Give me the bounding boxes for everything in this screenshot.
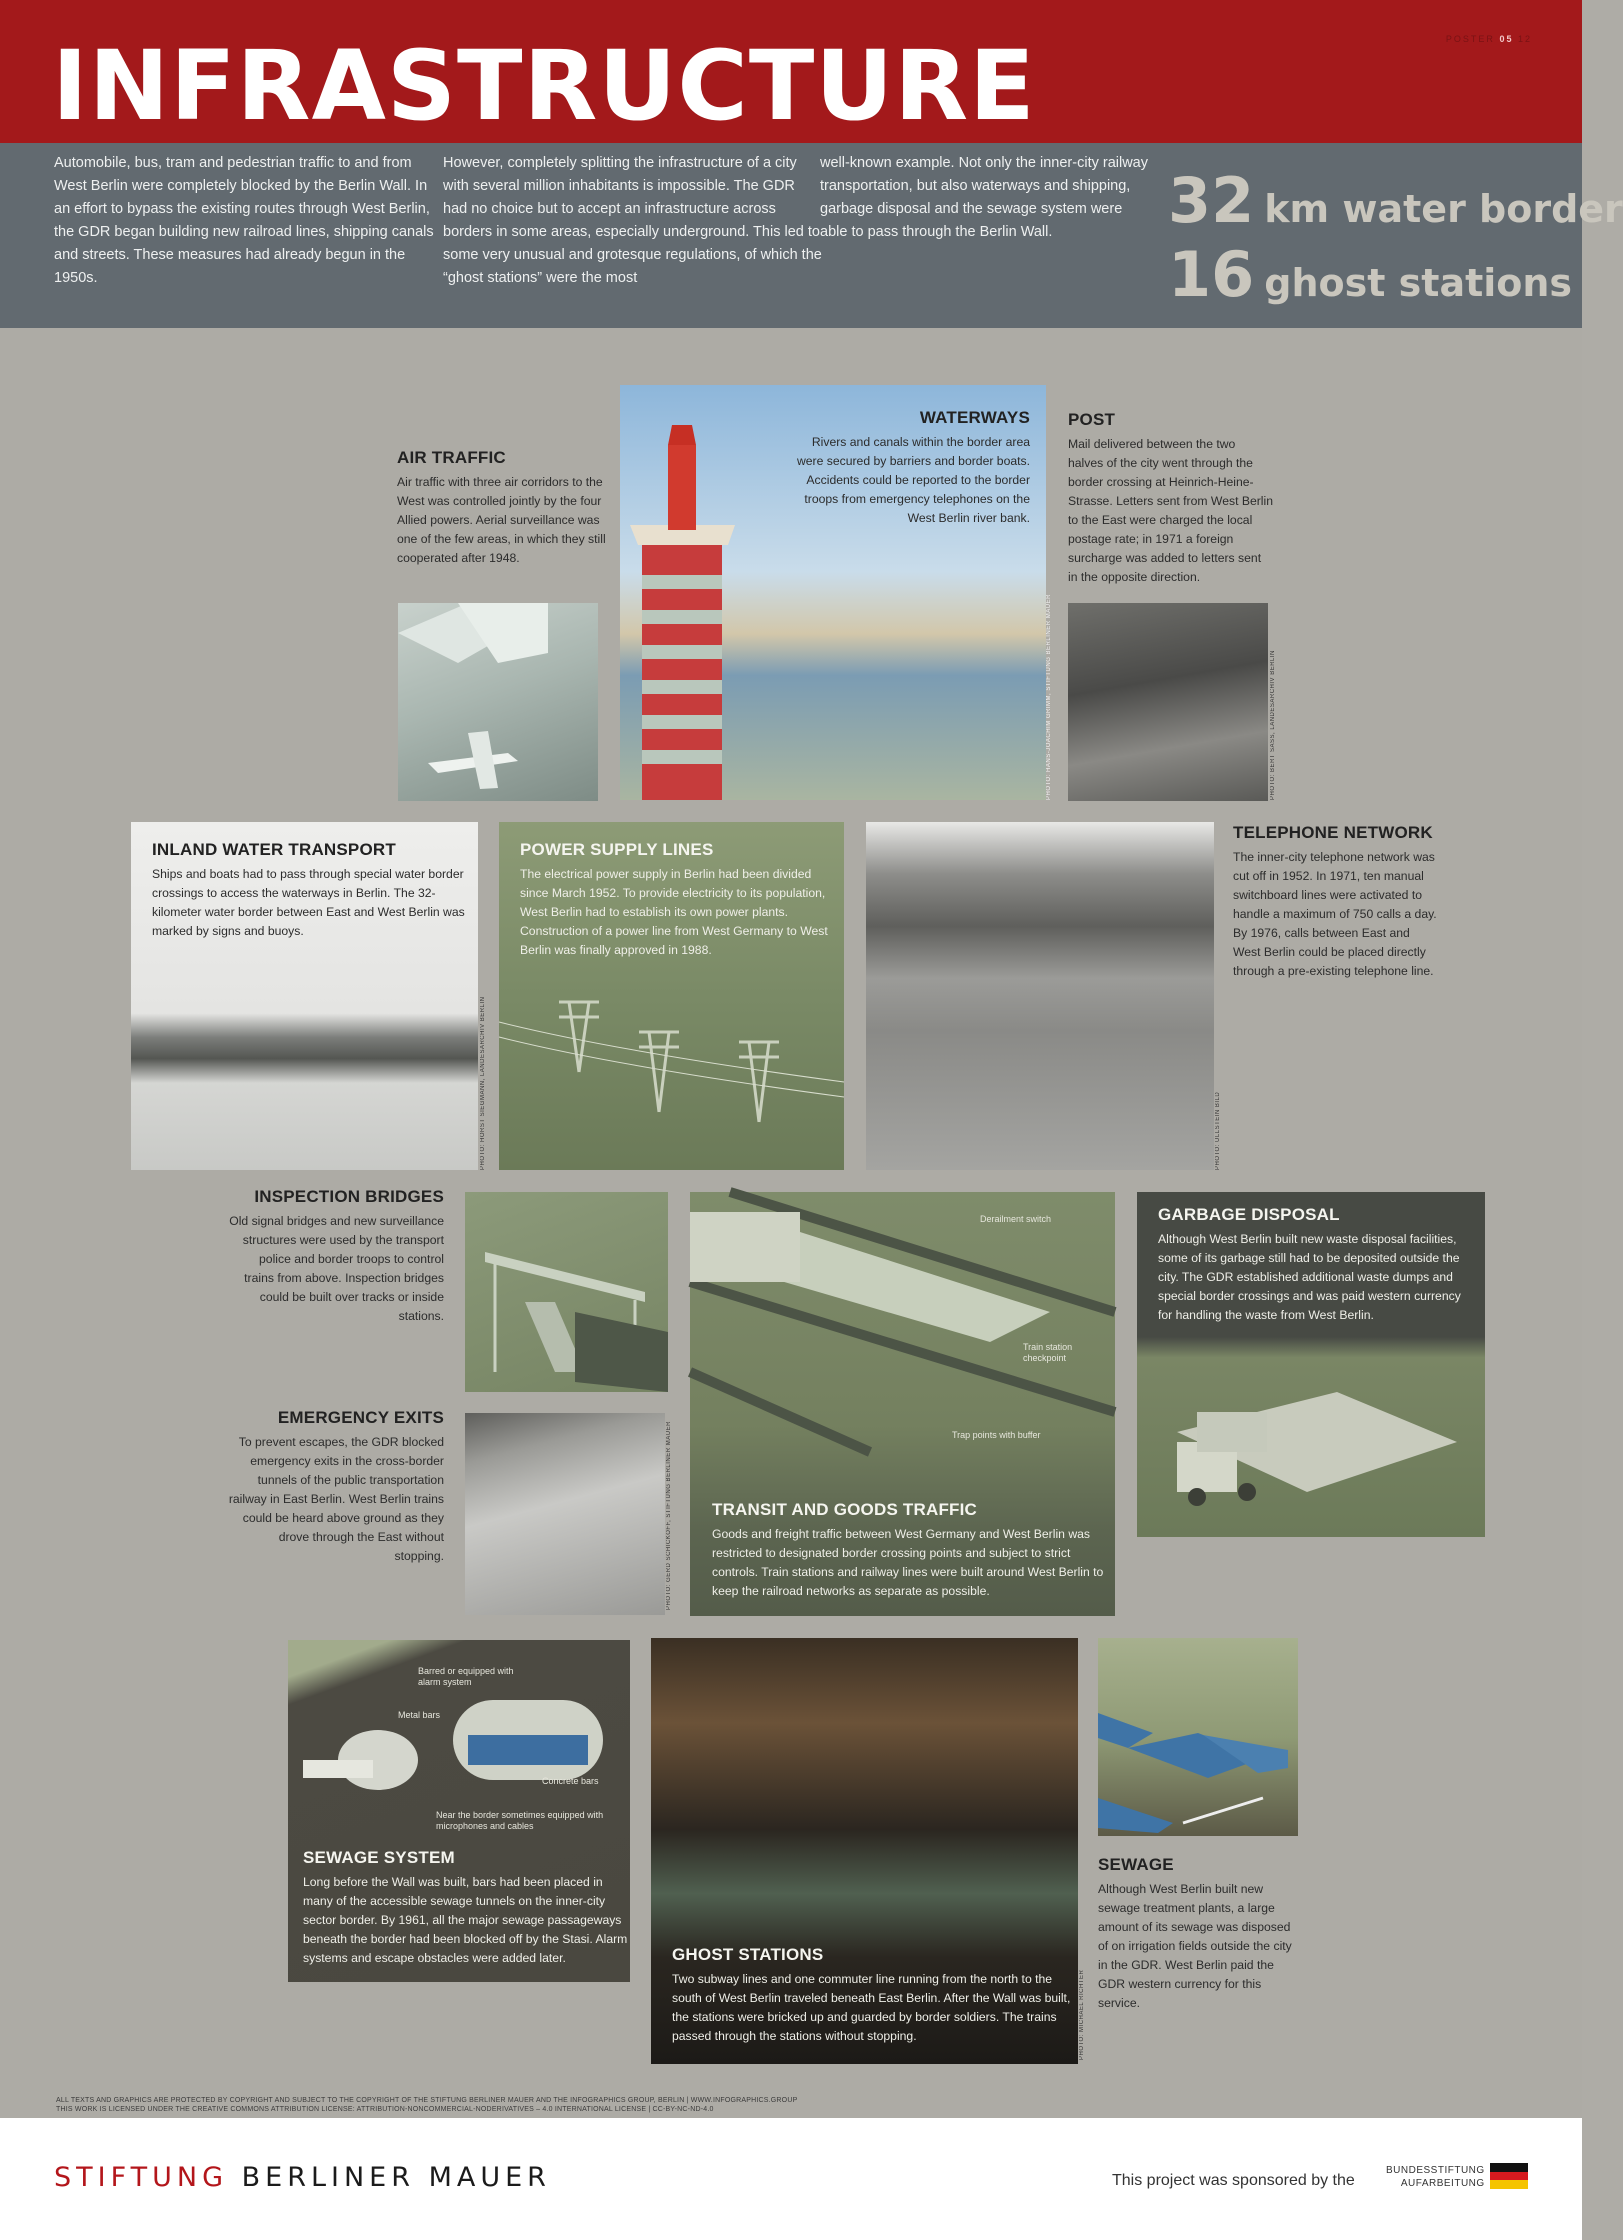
section-transit (712, 1500, 1112, 1601)
section-body: Long before the Wall was built, bars had been placed in many of the accessible sewage tunnels on the inner-city sector border. By 1961, all the major sewage passageways beneath the border had been blocked off by the Stasi. Alarm systems and escape obstacles were added later. (303, 1875, 628, 1965)
callout-trap-points: Trap points with buffer (952, 1430, 1041, 1440)
section-emergency-exits (226, 1408, 444, 1566)
photo-credit: PHOTO: MICHAEL RICHTER (1079, 1969, 1085, 2060)
section-body: Although West Berlin built new waste disposal facilities, some of its garbage still had to be deposited outside the city. The GDR established additional waste dumps and special border crossings and was paid western currency for handling the waste from West Berlin. (1158, 1232, 1461, 1322)
sponsor-text: This project was sponsored by the (1112, 2172, 1355, 2189)
section-body: The electrical power supply in Berlin had been divided since March 1952. To provide electricity to its population, West Berlin had to establish its own power plants. Construction of a power line from West Germany to West Berlin was finally approved in 1988. (520, 867, 828, 957)
poster-label: POSTER (1445, 34, 1495, 44)
section-title: POWER SUPPLY LINES (520, 840, 714, 859)
stat-number: 16 (1168, 238, 1255, 311)
section-waterways (790, 408, 1030, 528)
telephone-photo (866, 822, 1214, 1170)
section-body: Although West Berlin built new sewage treatment plants, a large amount of its sewage was disposed of on irrigation fields outside the city in the GDR. West Berlin paid the GDR western currency for this service. (1098, 1882, 1292, 2010)
irrigation-field-icon (1098, 1638, 1298, 1836)
section-ghost-stations (672, 1945, 1072, 2046)
poster-number-total: 12 (1517, 34, 1532, 44)
logo-words-berliner-mauer: BERLINER MAUER (241, 2162, 551, 2193)
section-sewage (1098, 1855, 1303, 2013)
intro-column-2: However, completely splitting the infrastructure of a city with several million inhabitants is impossible. The GDR had no choice but to accept an infrastructure across borders in some areas, especially underground. This led to some very unusual and grotesque regulations, of which the “ghost stations” were the most (443, 155, 822, 286)
logo-word-stiftung: STIFTUNG (54, 2162, 229, 2193)
stat-water-border (1168, 164, 1623, 246)
sewage-irrigation-illustration (1098, 1638, 1298, 1836)
section-title: INLAND WATER TRANSPORT (152, 840, 396, 859)
stat-ghost-stations (1168, 238, 1623, 320)
photo-credit: PHOTO: ULLSTEIN BILD (1215, 1091, 1221, 1170)
photo-credit: PHOTO: BERT SASS, LANDESARCHIV BERLIN (1270, 650, 1276, 800)
sponsor-name-line: AUFARBEITUNG (1400, 2178, 1485, 2189)
section-post (1068, 410, 1273, 587)
section-body: Old signal bridges and new surveillance structures were used by the transport police and border troops to control trains from above. Inspection bridges could be built over tracks or inside stations. (229, 1214, 444, 1323)
poster-number (1446, 34, 1532, 44)
stat-label: km water border (1264, 187, 1623, 231)
section-body: To prevent escapes, the GDR blocked emergency exits in the cross-border tunnels of the public transportation railway in East Berlin. West Berlin trains could be heard above ground as they drove through the East without stopping. (228, 1435, 444, 1563)
section-body: The inner-city telephone network was cut off in 1952. In 1971, ten manual switchboard lines were activated to handle a maximum of 750 calls a day. By 1976, calls between East and West Berlin could be placed directly through a pre-existing telephone line. (1233, 850, 1437, 978)
section-title: POST (1068, 410, 1116, 429)
bridge-icon (465, 1192, 668, 1392)
callout-metal-bars: Metal bars (398, 1710, 441, 1720)
section-title: TRANSIT AND GOODS TRAFFIC (712, 1500, 978, 1519)
stat-label: ghost stations (1264, 261, 1573, 305)
key-stats (1168, 164, 1623, 320)
section-air-traffic (397, 448, 607, 568)
poster-number-current: 05 (1499, 34, 1514, 44)
german-flag-icon (1490, 2163, 1528, 2189)
section-inspection-bridges (226, 1187, 444, 1326)
post-photo (1068, 603, 1268, 801)
license-line: THIS WORK IS LICENSED UNDER THE CREATIVE COMMONS ATTRIBUTION LICENSE: ATTRIBUTION-NONCOMMERCIAL-NODERIVATIVES – 4.0 INTERNATIONAL LICENSE | CC-BY-NC-ND-4.0 (56, 2106, 714, 2113)
section-body: Air traffic with three air corridors to the West was controlled jointly by the four Allied powers. Aerial surveillance was one of the few areas, in which they still cooperated after 1948. (397, 475, 606, 565)
copyright-notice (56, 2096, 797, 2114)
photo-credit: PHOTO: GERD SCHICKOFF, STIFTUNG BERLINER MAUER (666, 1421, 672, 1610)
callout-train-station-checkpoint: Train station checkpoint (1023, 1342, 1073, 1363)
section-title: INSPECTION BRIDGES (254, 1187, 444, 1206)
section-title: SEWAGE (1098, 1855, 1174, 1874)
sponsor-name (1386, 2164, 1485, 2190)
section-title: AIR TRAFFIC (397, 448, 506, 467)
emergency-exit-photo (465, 1413, 665, 1615)
callout-derailment-switch: Derailment switch (980, 1214, 1052, 1224)
page-title: INFRASTRUCTURE (52, 30, 1036, 142)
copyright-line: ALL TEXTS AND GRAPHICS ARE PROTECTED BY COPYRIGHT AND SUBJECT TO THE COPYRIGHT OF THE STIFTUNG BERLINER MAUER AND THE INFOGRAPHICS GROUP, BERLIN | WWW.INFOGRAPHICS.GROUP (56, 2097, 798, 2104)
section-garbage (1158, 1205, 1478, 1325)
sponsor-name-line: BUNDESSTIFTUNG (1386, 2165, 1485, 2176)
section-sewage-system (303, 1848, 628, 1968)
callout-alarm-system: Barred or equipped with alarm system (418, 1666, 514, 1687)
section-body: Mail delivered between the two halves of the city went through the border crossing at Heinrich-Heine-Strasse. Letters sent from West Berlin to the East were charged the local postage rate; in 1971 a foreign surcharge was added to letters sent in the opposite direction. (1068, 437, 1274, 584)
intro-column-1: Automobile, bus, tram and pedestrian traffic to and from West Berlin were completely blocked by the Berlin Wall. In an effort to bypass the existing routes through West Berlin, the GDR began building new railroad lines, shipping canals and streets. These measures had already begun in the 1950s. (54, 155, 434, 286)
intro-column-3: well-known example. Not only the inner-city railway transportation, but also waterways and shipping, garbage disposal and the sewage system were able to pass through the Berlin Wall. (820, 155, 1148, 240)
stat-number: 32 (1168, 164, 1255, 237)
section-body: Ships and boats had to pass through special water border crossings to access the waterways in Berlin. The 32-kilometer water border between East and West Berlin was marked by signs and buoys. (152, 867, 465, 938)
section-title: GARBAGE DISPOSAL (1158, 1205, 1340, 1224)
section-title: GHOST STATIONS (672, 1945, 824, 1964)
photo-credit: PHOTO: HORST SIEGMANN, LANDESARCHIV BERLIN (480, 996, 486, 1170)
callout-microphones: Near the border sometimes equipped with microphones and cables (436, 1810, 604, 1831)
stiftung-logo (54, 2162, 551, 2193)
photo-credit: PHOTO: HANS-JOACHIM GRIMM, STIFTUNG BERLINER MAUER (1046, 594, 1052, 800)
airplane-icon (398, 603, 598, 801)
section-telephone (1233, 823, 1438, 981)
section-title: WATERWAYS (919, 408, 1030, 427)
air-traffic-image (398, 603, 598, 801)
section-title: TELEPHONE NETWORK (1233, 823, 1433, 842)
section-power-supply (520, 840, 840, 960)
section-title: EMERGENCY EXITS (277, 1408, 444, 1427)
callout-concrete-bars: Concrete bars (542, 1776, 599, 1786)
section-body: Two subway lines and one commuter line running from the north to the south of West Berlin traveled beneath East Berlin. After the Wall was built, the stations were bricked up and guarded by border soldiers. The trains passed through the stations without stopping. (672, 1972, 1071, 2043)
section-inland-water (152, 840, 472, 941)
section-body: Goods and freight traffic between West Germany and West Berlin was restricted to designated border crossing points and subject to strict controls. Train stations and railway lines were built around West Berlin to keep the railroad networks as separate as possible. (712, 1527, 1104, 1598)
section-title: SEWAGE SYSTEM (303, 1848, 455, 1867)
inspection-bridge-illustration (465, 1192, 668, 1392)
section-body: Rivers and canals within the border area were secured by barriers and border boats. Accidents could be reported to the border troops from emergency telephones on the West Berlin river bank. (796, 435, 1030, 525)
